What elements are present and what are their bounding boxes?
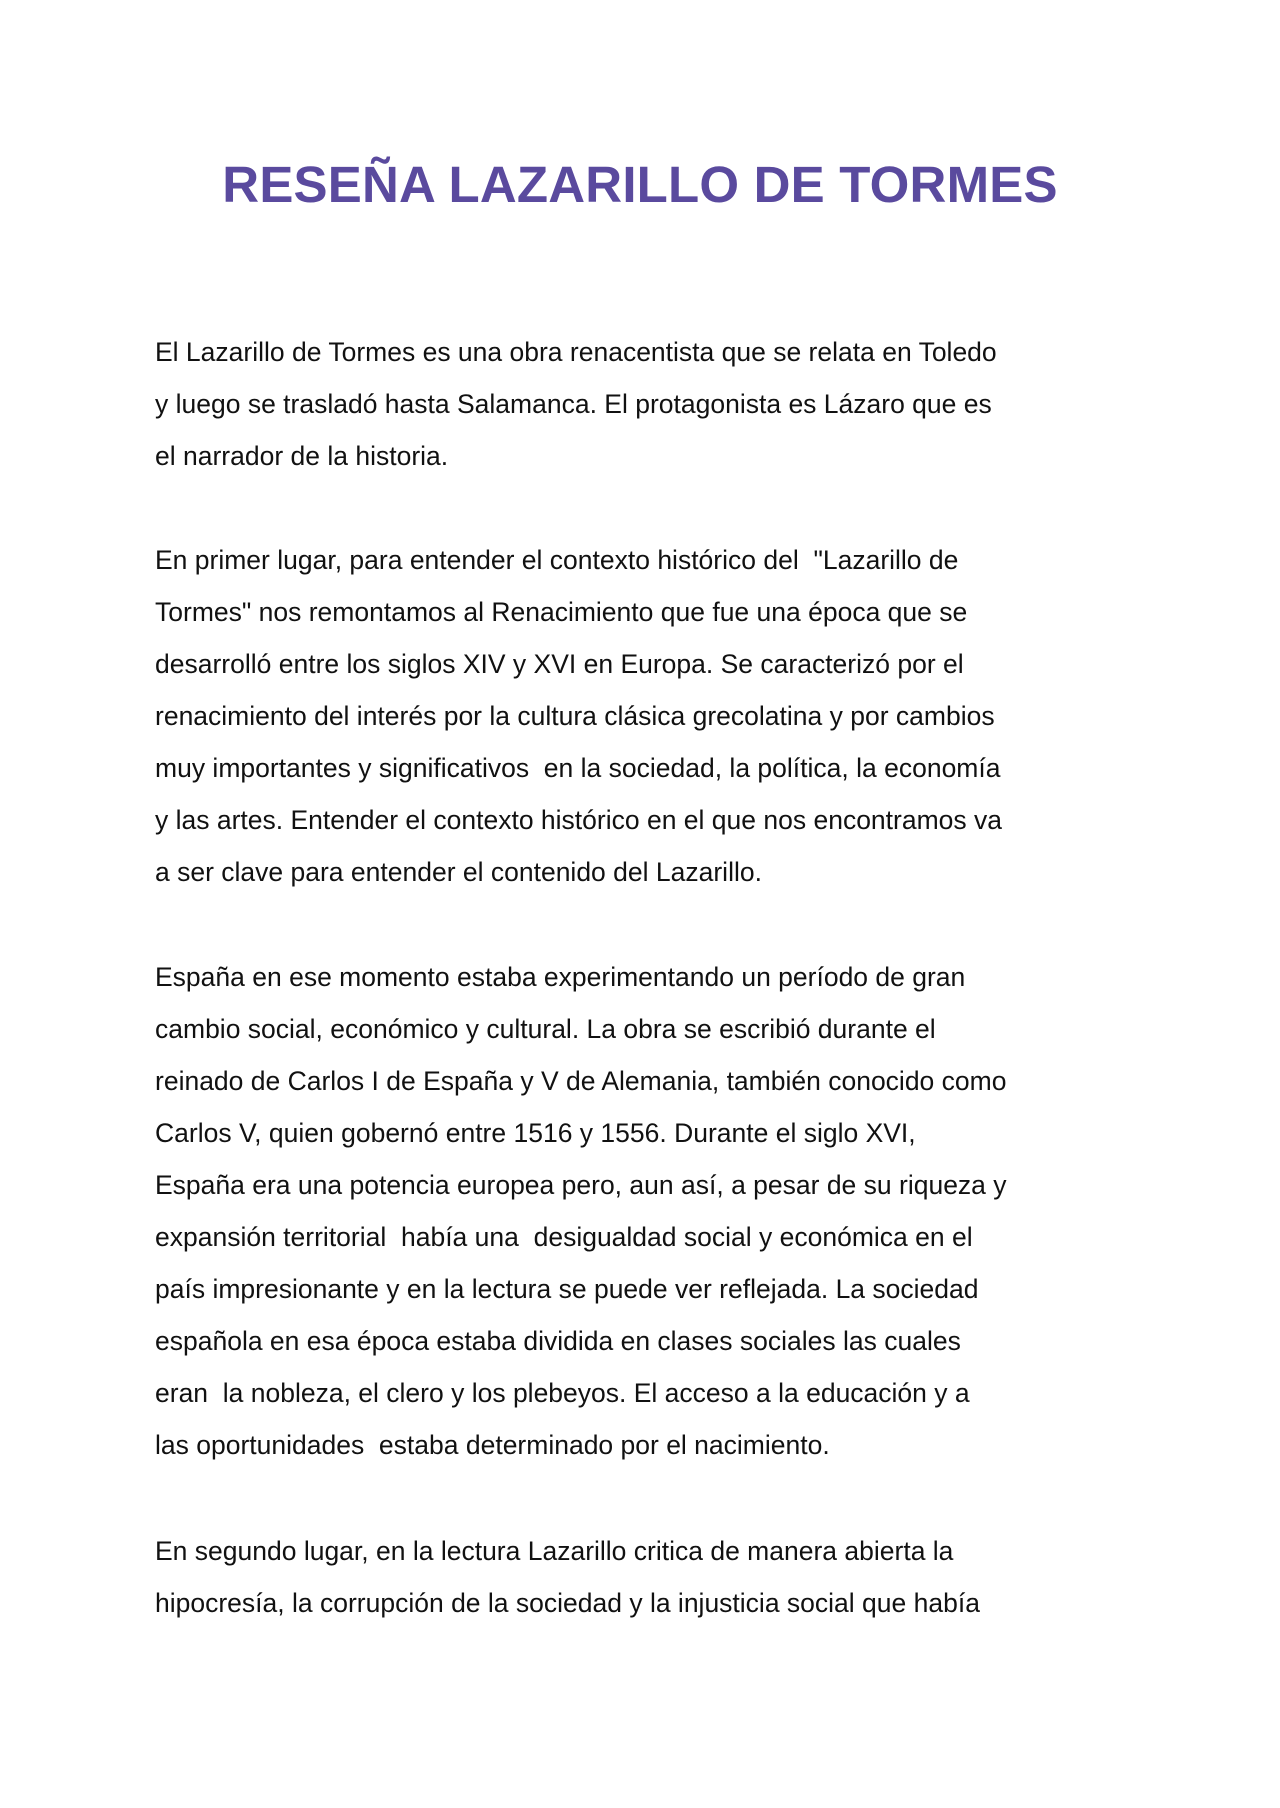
paragraph-3	[155, 951, 1145, 1471]
text-line: y las artes. Entender el contexto histórico en el que nos encontramos va	[155, 805, 1003, 835]
text-line: renacimiento del interés por la cultura clásica grecolatina y por cambios	[155, 701, 995, 731]
text-line: muy importantes y significativos en la sociedad, la política, la economía	[155, 753, 1001, 783]
text-line: cambio social, económico y cultural. La obra se escribió durante el	[155, 1014, 936, 1044]
text-line: española en esa época estaba dividida en clases sociales las cuales	[155, 1326, 961, 1356]
text-line: En segundo lugar, en la lectura Lazarillo critica de manera abierta la	[155, 1536, 954, 1566]
paragraph-4	[155, 1525, 1145, 1629]
text-line: país impresionante y en la lectura se puede ver reflejada. La sociedad	[155, 1274, 979, 1304]
text-line: España en ese momento estaba experimentando un período de gran	[155, 962, 966, 992]
text-line: y luego se trasladó hasta Salamanca. El protagonista es Lázaro que es	[155, 389, 992, 419]
text-line: España era una potencia europea pero, aun así, a pesar de su riqueza y	[155, 1170, 1007, 1200]
document-title: RESEÑA LAZARILLO DE TORMES	[222, 156, 1058, 213]
text-line: el narrador de la historia.	[155, 441, 449, 471]
text-line: a ser clave para entender el contenido del Lazarillo.	[155, 857, 762, 887]
text-line: Tormes" nos remontamos al Renacimiento que fue una época que se	[155, 597, 968, 627]
text-line: desarrolló entre los siglos XIV y XVI en Europa. Se caracterizó por el	[155, 649, 964, 679]
paragraph-1	[155, 326, 1145, 482]
text-line: hipocresía, la corrupción de la sociedad y la injusticia social que había	[155, 1588, 980, 1618]
paragraph-2	[155, 534, 1145, 898]
text-line: las oportunidades estaba determinado por el nacimiento.	[155, 1430, 830, 1460]
text-line: reinado de Carlos I de España y V de Alemania, también conocido como	[155, 1066, 1007, 1096]
text-line: expansión territorial había una desigualdad social y económica en el	[155, 1222, 973, 1252]
text-line: En primer lugar, para entender el contexto histórico del "Lazarillo de	[155, 545, 959, 575]
text-line: El Lazarillo de Tormes es una obra renacentista que se relata en Toledo	[155, 337, 997, 367]
text-line: Carlos V, quien gobernó entre 1516 y 1556. Durante el siglo XVI,	[155, 1118, 916, 1148]
text-line: eran la nobleza, el clero y los plebeyos. El acceso a la educación y a	[155, 1378, 970, 1408]
